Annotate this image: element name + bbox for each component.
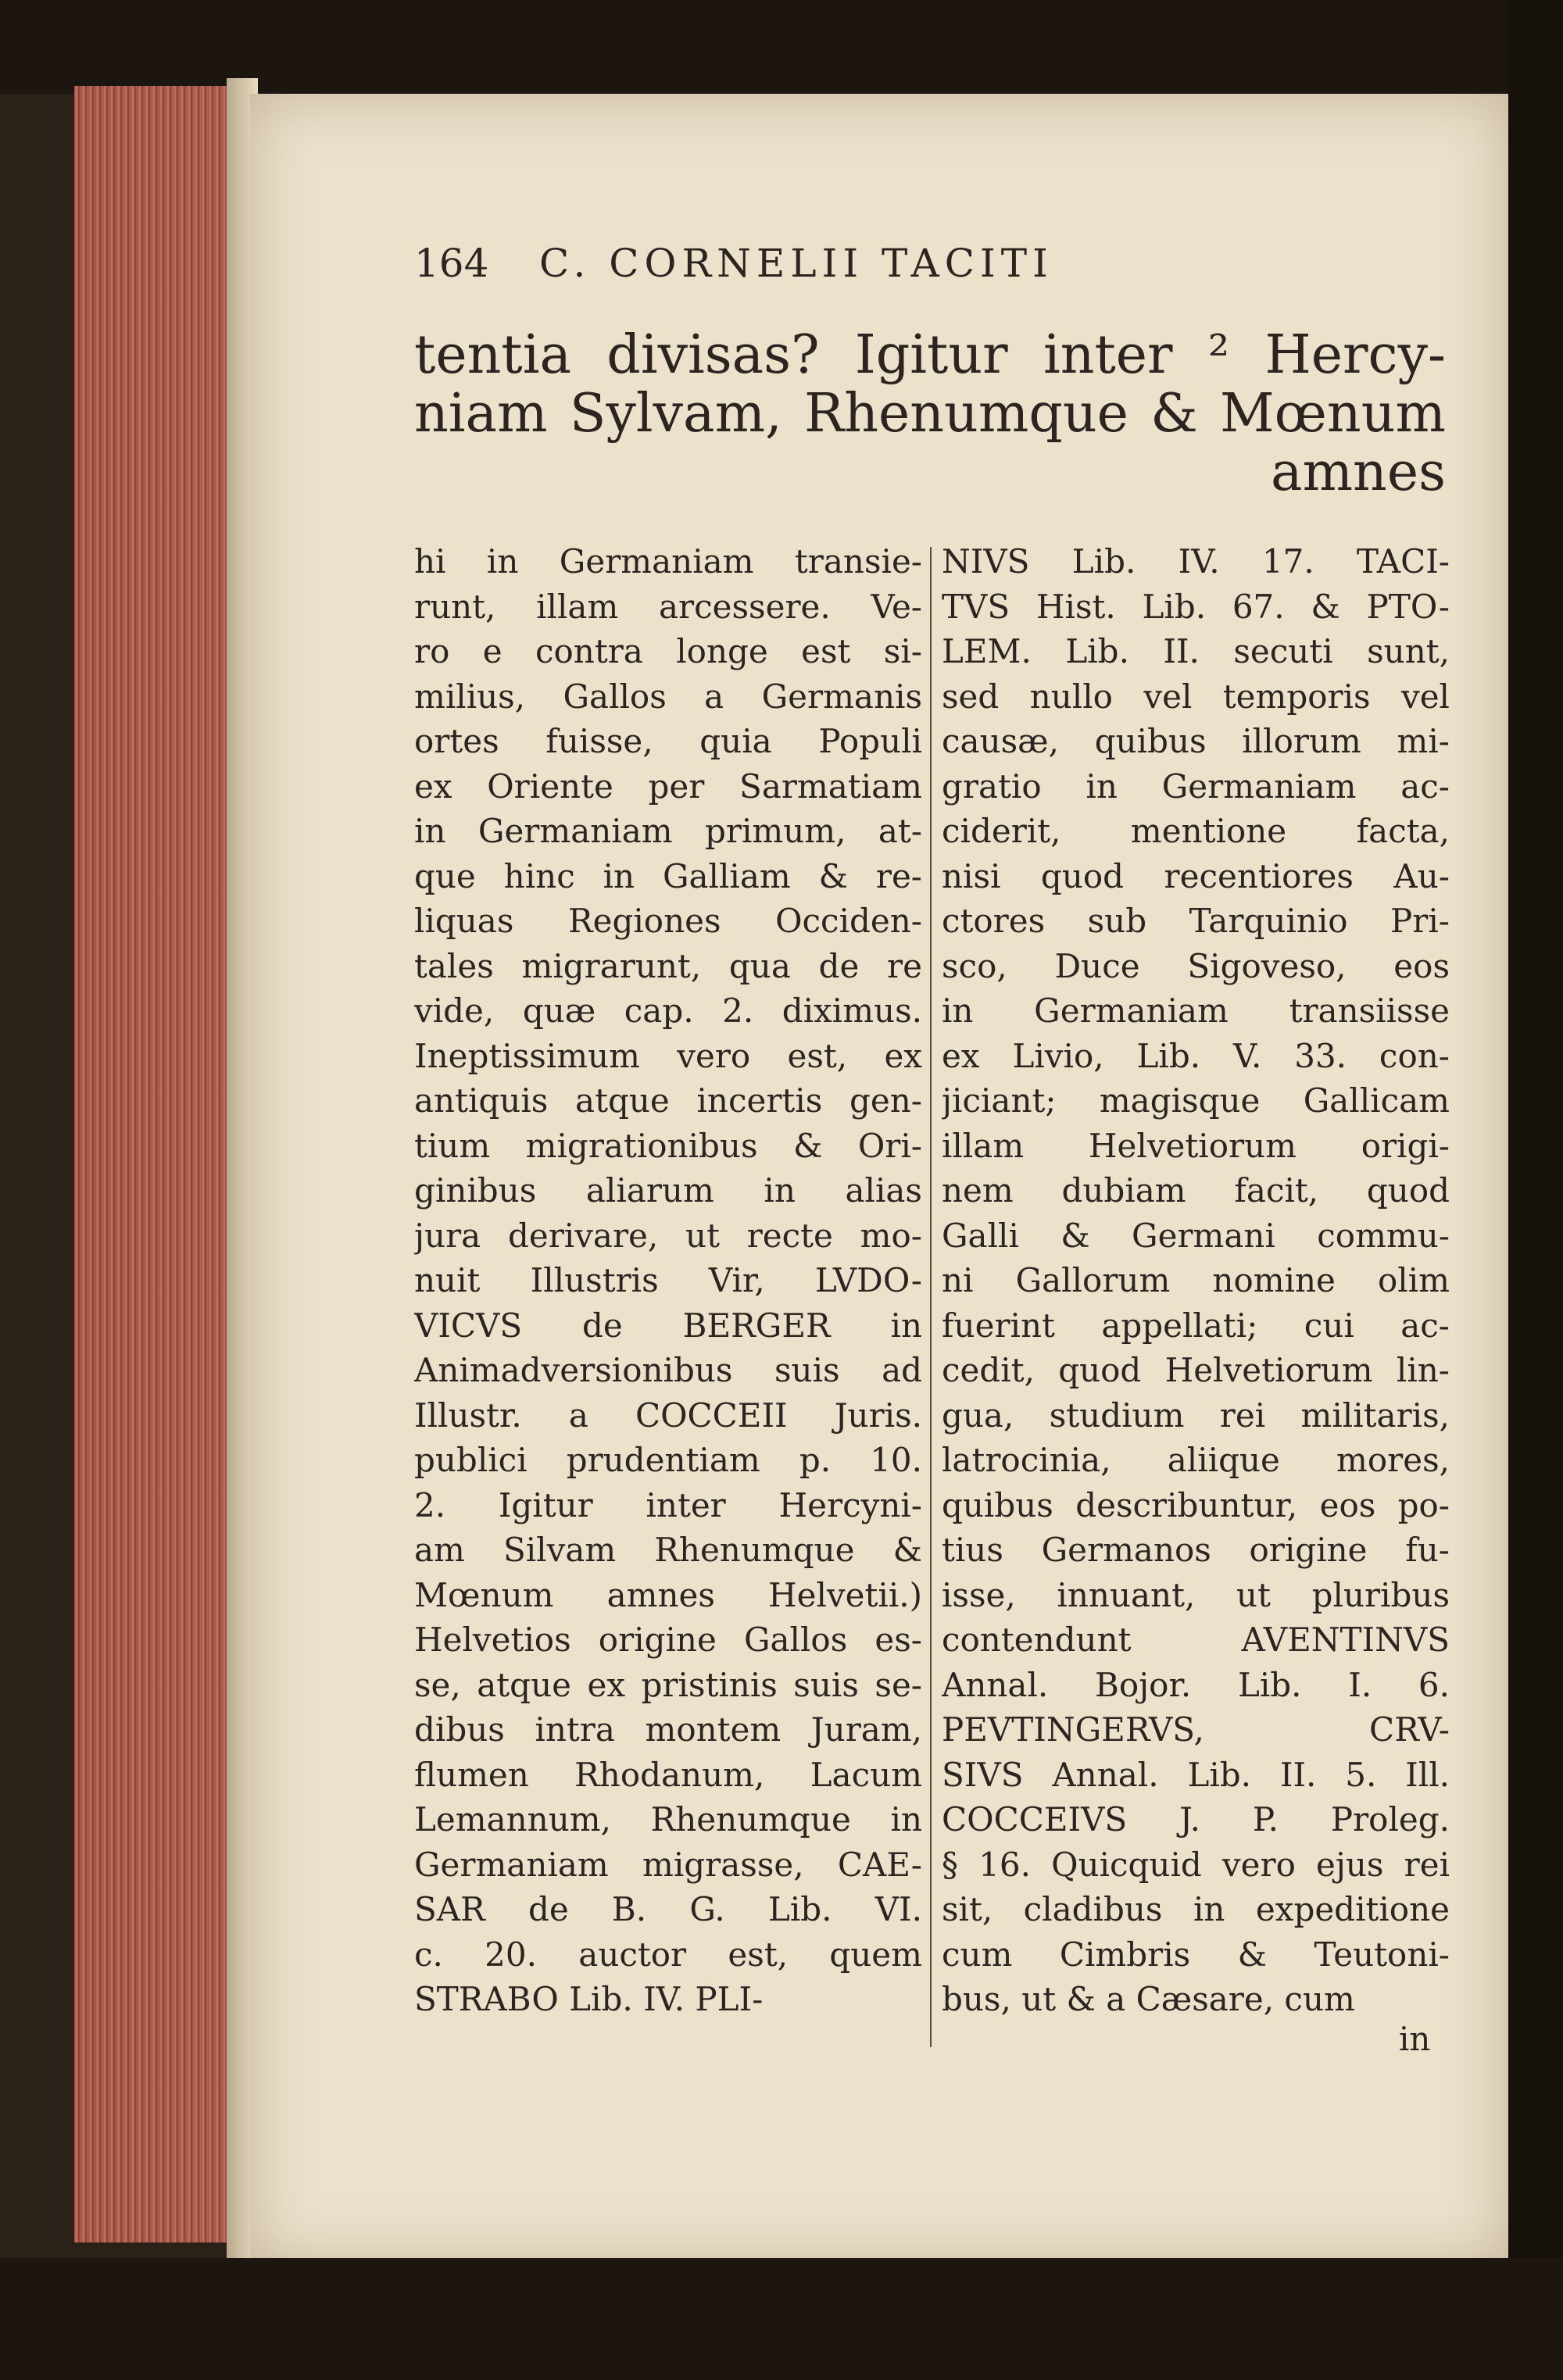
note-line: Germaniam migrasse, CAE-: [414, 1845, 922, 1884]
note-line: VICVS de BERGER in: [414, 1306, 922, 1345]
running-title: C. CORNELII TACITI: [539, 241, 1053, 286]
note-line: c. 20. auctor est, quem: [414, 1935, 922, 1974]
note-line: dibus intra montem Juram,: [414, 1710, 922, 1749]
notes-left-column: [414, 539, 922, 2022]
page-edges: [74, 86, 245, 2242]
note-line: hi in Germaniam transie-: [414, 542, 922, 581]
note-line: causæ, quibus illorum mi-: [942, 722, 1450, 760]
running-head: [414, 241, 1430, 295]
note-line: Galli & Germani commu-: [942, 1216, 1450, 1255]
note-line: milius, Gallos a Germanis: [414, 677, 922, 716]
note-line: latrocinia, aliique mores,: [942, 1441, 1450, 1479]
note-line: jura derivare, ut recte mo-: [414, 1216, 922, 1255]
note-line: COCCEIVS J. P. Proleg.: [942, 1800, 1450, 1839]
main-text-line: niam Sylvam, Rhenumque & Mœnum: [414, 383, 1446, 445]
note-line: nem dubiam facit, quod: [942, 1171, 1450, 1210]
note-line: PEVTINGERVS, CRV-: [942, 1710, 1450, 1749]
note-line: liquas Regiones Occiden-: [414, 902, 922, 940]
background-right: [1508, 0, 1563, 2380]
note-line: nuit Illustris Vir, LVDO-: [414, 1261, 922, 1299]
note-line: Annal. Bojor. Lib. I. 6.: [942, 1665, 1450, 1704]
note-line: cum Cimbris & Teutoni-: [942, 1935, 1450, 1974]
note-line: ortes fuisse, quia Populi: [414, 722, 922, 760]
note-line: sco, Duce Sigoveso, eos: [942, 946, 1450, 985]
note-line: 2. Igitur inter Hercyni-: [414, 1485, 922, 1524]
note-line: SIVS Annal. Lib. II. 5. Ill.: [942, 1755, 1450, 1794]
note-line: SAR de B. G. Lib. VI.: [414, 1890, 922, 1928]
note-line: vide, quæ cap. 2. diximus.: [414, 992, 922, 1030]
note-line: runt, illam arcessere. Ve-: [414, 587, 922, 626]
note-line: Lemannum, Rhenumque in: [414, 1800, 922, 1839]
note-line: que hinc in Galliam & re-: [414, 856, 922, 895]
background-bottom: [0, 2258, 1563, 2380]
note-line: cedit, quod Helvetiorum lin-: [942, 1351, 1450, 1389]
note-line: ginibus aliarum in alias: [414, 1171, 922, 1210]
note-line: Illustr. a COCCEII Juris.: [414, 1395, 922, 1435]
note-line: in Germaniam primum, at-: [414, 812, 922, 850]
main-text-line: amnes: [1271, 441, 1446, 503]
notes-right-column: [942, 539, 1450, 2022]
note-line: NIVS Lib. IV. 17. TACI-: [942, 542, 1450, 581]
note-line: sit, cladibus in expeditione: [942, 1890, 1450, 1928]
note-line: publici prudentiam p. 10.: [414, 1441, 922, 1479]
note-line: § 16. Quicquid vero ejus rei: [942, 1845, 1450, 1884]
note-line: jiciant; magisque Gallicam: [942, 1081, 1450, 1120]
note-line: flumen Rhodanum, Lacum: [414, 1755, 922, 1794]
note-line: in Germaniam transiisse: [942, 992, 1450, 1030]
note-line: ex Oriente per Sarmatiam: [414, 767, 922, 806]
note-line: tium migrationibus & Ori-: [414, 1126, 922, 1165]
note-line: Helvetios origine Gallos es-: [414, 1621, 922, 1659]
note-line: Ineptissimum vero est, ex: [414, 1036, 922, 1075]
catchword: in: [1399, 2020, 1431, 2058]
note-line: se, atque ex pristinis suis se-: [414, 1665, 922, 1704]
note-line: LEM. Lib. II. secuti sunt,: [942, 632, 1450, 670]
note-line: am Silvam Rhenumque &: [414, 1531, 922, 1569]
note-line: sed nullo vel temporis vel: [942, 677, 1450, 716]
note-line: contendunt AVENTINVS: [942, 1621, 1450, 1659]
main-text-line: tentia divisas? Igitur inter ² Hercy-: [414, 324, 1446, 386]
note-line: ciderit, mentione facta,: [942, 812, 1450, 850]
note-line: ex Livio, Lib. V. 33. con-: [942, 1036, 1450, 1075]
note-line: Animadversionibus suis ad: [414, 1351, 922, 1389]
note-line: TVS Hist. Lib. 67. & PTO-: [942, 587, 1450, 626]
note-line: fuerint appellati; cui ac-: [942, 1306, 1450, 1345]
note-line: antiquis atque incertis gen-: [414, 1081, 922, 1120]
note-line: ctores sub Tarquinio Pri-: [942, 902, 1450, 940]
note-line: ro e contra longe est si-: [414, 632, 922, 670]
note-line: STRABO Lib. IV. PLI-: [414, 1980, 764, 2018]
note-line: tales migrarunt, qua de re: [414, 946, 922, 985]
column-rule: [930, 547, 932, 2047]
note-line: tius Germanos origine fu-: [942, 1531, 1450, 1569]
note-line: bus, ut & a Cæsare, cum: [942, 1980, 1355, 2018]
note-line: isse, innuant, ut pluribus: [942, 1575, 1450, 1614]
note-line: quibus describuntur, eos po-: [942, 1485, 1450, 1524]
note-line: gua, studium rei militaris,: [942, 1395, 1450, 1435]
note-line: Mœnum amnes Helvetii.): [414, 1575, 922, 1614]
page-number: 164: [414, 241, 489, 286]
note-line: gratio in Germaniam ac-: [942, 767, 1450, 806]
note-line: ni Gallorum nomine olim: [942, 1261, 1450, 1299]
note-line: nisi quod recentiores Au-: [942, 856, 1450, 895]
note-line: illam Helvetiorum origi-: [942, 1126, 1450, 1165]
